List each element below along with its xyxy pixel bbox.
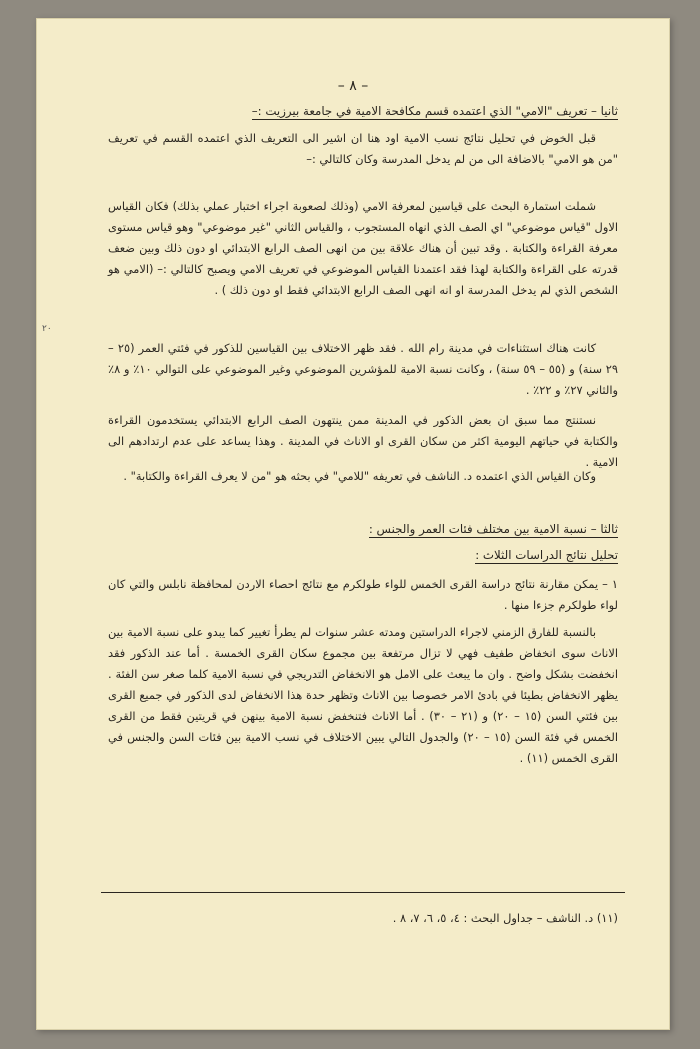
section-2-paragraph-3: كانت هناك استثناءات في مدينة رام الله . فقد ظهر الاختلاف بين القياسين للذكور في فئتي العمر (٢٥ – ٢٩ سنة) و (٥٥ – ٥٩ سنة) ، وكانت نسبة الامية للمؤشرين الموضوعي وغير الموضوعي على التوالي ١٠٪ و ٨٪ والثاني ٢٧٪ و ٢٢٪ .	[108, 341, 619, 397]
section-3-paragraph-1: ١ – يمكن مقارنة نتائج دراسة القرى الخمس للواء طولكرم مع نتائج احصاء الاردن لمحافظة نابلس والتي كان لواء طولكرم جزءا منها .	[108, 577, 618, 612]
section-3-subheading-text: تحليل نتائج الدراسات الثلاث :	[475, 548, 618, 562]
section-2-heading	[252, 104, 618, 118]
section-2-paragraph-4: نستنتج مما سبق ان بعض الذكور في المدينة ممن ينتهون الصف الرابع الابتدائي يستخدمون القراءة والكتابة في حياتهم اليومية اكثر من سكان القرى او الاناث في المدينة . وهذا يساعد على عدم ارتدادهم الى الامية .	[108, 413, 618, 469]
section-2-paragraph-1: قبل الخوض في تحليل نتائج نسب الامية اود هنا ان اشير الى التعريف الذي اعتمده القسم في تعريف "من هو الامي" بالاضافة الى من لم يدخل المدرسة وكان كالتالي :–	[108, 131, 618, 166]
section-2-paragraph-2: شملت استمارة البحث على قياسين لمعرفة الامي (وذلك لصعوبة اجراء اختبار عملي بذلك) فكان القياس الاول "قياس موضوعي" اي الصف الذي انهاه المستجوب ، والقياس الثاني "غير موضوعي" وهو قياس مستوى معرفة القراءة والكتابة . وقد تبين أن هناك علاقة بين من انهى الصف الرابع الابتدائي او دون ذلك وبين ضعف قدرته على القراءة والكتابة لهذا فقد اعتمدنا القياس الموضوعي في تعريف الامي ويصبح كالتالي :– (الامي هو الشخص الذي لم يدخل المدرسة او انه انهى الصف الرابع الابتدائي فقط او دون ذلك ) .	[108, 199, 618, 297]
section-3-subheading	[475, 548, 618, 562]
footnote-divider	[101, 892, 625, 893]
footnote: (١١) د. الناشف – جداول البحث : ٤، ٥، ٦، ٧، ٨ .	[392, 911, 618, 925]
margin-mark: ٢٠	[42, 324, 52, 334]
page-number: – ٨ –	[337, 78, 369, 94]
section-2-paragraph-5: وكان القياس الذي اعتمده د. الناشف في تعريفه "للامي" في بحثه هو "من لا يعرف القراءة والكتابة" .	[123, 469, 596, 483]
section-3-heading	[369, 522, 618, 536]
section-3-paragraph-2: بالنسبة للفارق الزمني لاجراء الدراستين ومدته عشر سنوات لم يطرأ تغيير كما يبدو على نسبة الامية بين الاناث سوى انخفاض طفيف فهي لا تزال مرتفعة بين مجموع سكان القرى الخمسة . أما عند الذكور فقد انخفضت بشكل واضح . وان ما يبعث على الامل هو الانخفاض التدريجي في نسبة الامية كلما صغر سن الفئة . يظهر الانخفاض بطيئا في بادئ الامر خصوصا بين الاناث وتظهر حدة هذا الانخفاض لدى الذكور في جميع القرى بين فئتي السن (١٥ – ٢٠) و (٢١ – ٣٠) . أما الاناث فتنخفض نسبة الامية بينهن في قريتين فقط من القرى الخمس في فئة السن (١٥ – ٢٠) والجدول التالي يبين الاختلاف في نسب الامية بين فئات السن والجنس في القرى الخمس (١١) .	[108, 625, 619, 765]
document-page	[36, 18, 670, 1030]
section-3-heading-text: ثالثا – نسبة الامية بين مختلف فئات العمر والجنس :	[368, 522, 618, 536]
section-2-heading-text: ثانيا – تعريف "الامي" الذي اعتمده قسم مكافحة الامية في جامعة بيرزيت :–	[251, 104, 618, 118]
